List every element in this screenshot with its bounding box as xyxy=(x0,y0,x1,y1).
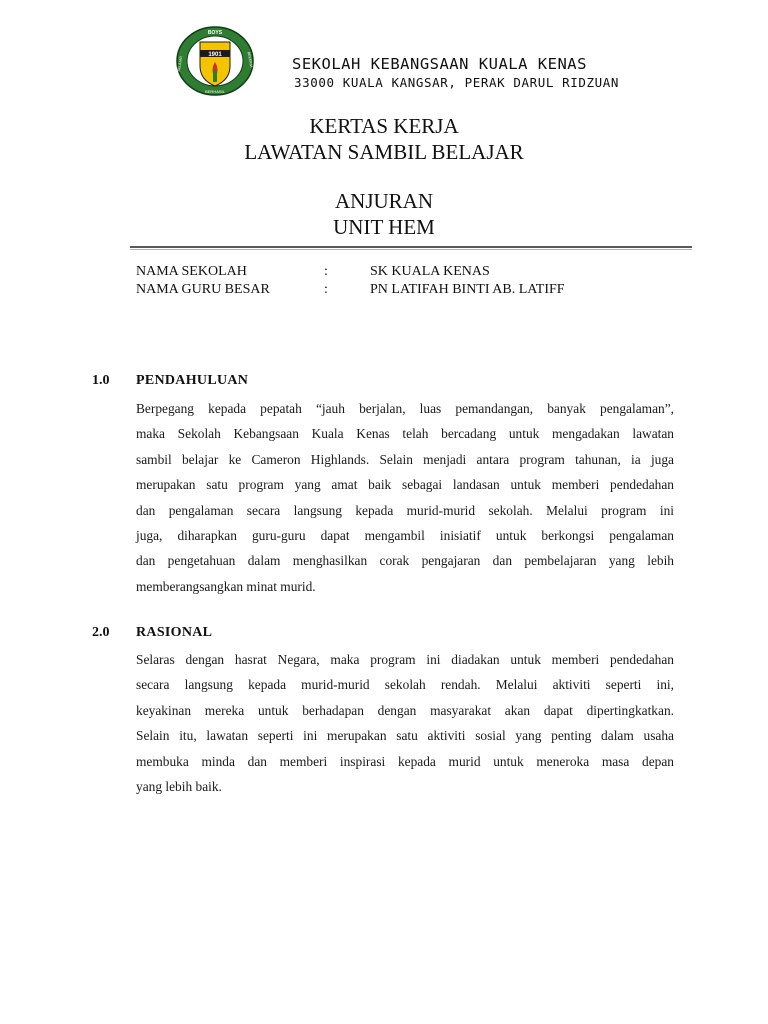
logo-year: 1901 xyxy=(208,52,222,58)
info-value: SK KUALA KENAS xyxy=(370,264,490,279)
title-kertas-kerja: KERTAS KERJA xyxy=(309,114,459,138)
paragraph-line: membuka minda dan memberi inspirasi kepada murid untuk meneroka masa depan xyxy=(136,753,674,769)
paragraph-line: yang lebih baik. xyxy=(136,778,222,794)
paragraph-line: merupakan satu program yang amat baik sebagai landasan untuk memberi pendedahan xyxy=(136,477,674,493)
section-number: 2.0 xyxy=(92,625,110,640)
section-paragraph xyxy=(136,396,674,599)
info-colon: : xyxy=(324,264,328,279)
paragraph-line: sambil belajar ke Cameron Highlands. Selain menjadi antara program tahunan, ia juga xyxy=(136,451,674,467)
section-number: 1.0 xyxy=(92,373,110,388)
section-heading: RASIONAL xyxy=(136,625,213,640)
paragraph-line: dan pengetahuan dalam menghasilkan corak pengajaran dan pembelajaran yang lebih xyxy=(136,553,674,569)
logo-ring-text-bottom: BERHASIL xyxy=(205,89,225,94)
paragraph-line: Berpegang kepada pepatah “jauh berjalan, luas pemandangan, banyak pengalaman”, xyxy=(136,401,674,416)
school-address: 33000 KUALA KANGSAR, PERAK DARUL RIDZUAN xyxy=(294,75,620,90)
title-divider xyxy=(130,245,692,251)
info-colon: : xyxy=(324,282,328,297)
paragraph-line: Selaras dengan hasrat Negara, maka program ini diadakan untuk memberi pendedahan xyxy=(136,652,674,667)
paragraph-line: dan pengalaman secara langsung kepada murid-murid sekolah. Melalui program ini xyxy=(136,502,674,518)
paragraph-line: memberangsangkan minat murid. xyxy=(136,578,316,594)
logo-ring-text-top: BOYS xyxy=(207,30,223,36)
info-label: NAMA SEKOLAH xyxy=(136,264,247,279)
title-lawatan: LAWATAN SAMBIL BELAJAR xyxy=(244,140,524,164)
paragraph-line: juga, diharapkan guru-guru dapat mengambil inisiatif untuk berkongsi pengalaman xyxy=(136,527,674,543)
section-paragraph xyxy=(136,647,674,799)
school-crest-logo xyxy=(176,26,254,96)
paragraph-line: secara langsung kepada murid-murid sekolah rendah. Melalui aktiviti seperti ini, xyxy=(136,677,674,693)
logo-ring-text-left: BELAJAR xyxy=(176,55,184,72)
info-value: PN LATIFAH BINTI AB. LATIFF xyxy=(370,282,565,297)
title-unit-hem: UNIT HEM xyxy=(333,215,435,239)
school-name: SEKOLAH KEBANGSAAN KUALA KENAS xyxy=(292,55,587,73)
paragraph-line: Selain itu, lawatan seperti ini merupakan satu aktiviti sosial yang penting dalam usaha xyxy=(136,728,674,744)
info-label: NAMA GURU BESAR xyxy=(136,282,270,297)
section-heading: PENDAHULUAN xyxy=(136,373,249,388)
logo-ring-text-right: BEKERJA xyxy=(246,51,254,69)
title-anjuran: ANJURAN xyxy=(334,189,433,213)
paragraph-line: keyakinan mereka untuk berhadapan dengan masyarakat akan dapat dipertingkatkan. xyxy=(136,702,674,718)
paragraph-line: maka Sekolah Kebangsaan Kuala Kenas telah bercadang untuk mengadakan lawatan xyxy=(136,426,674,442)
